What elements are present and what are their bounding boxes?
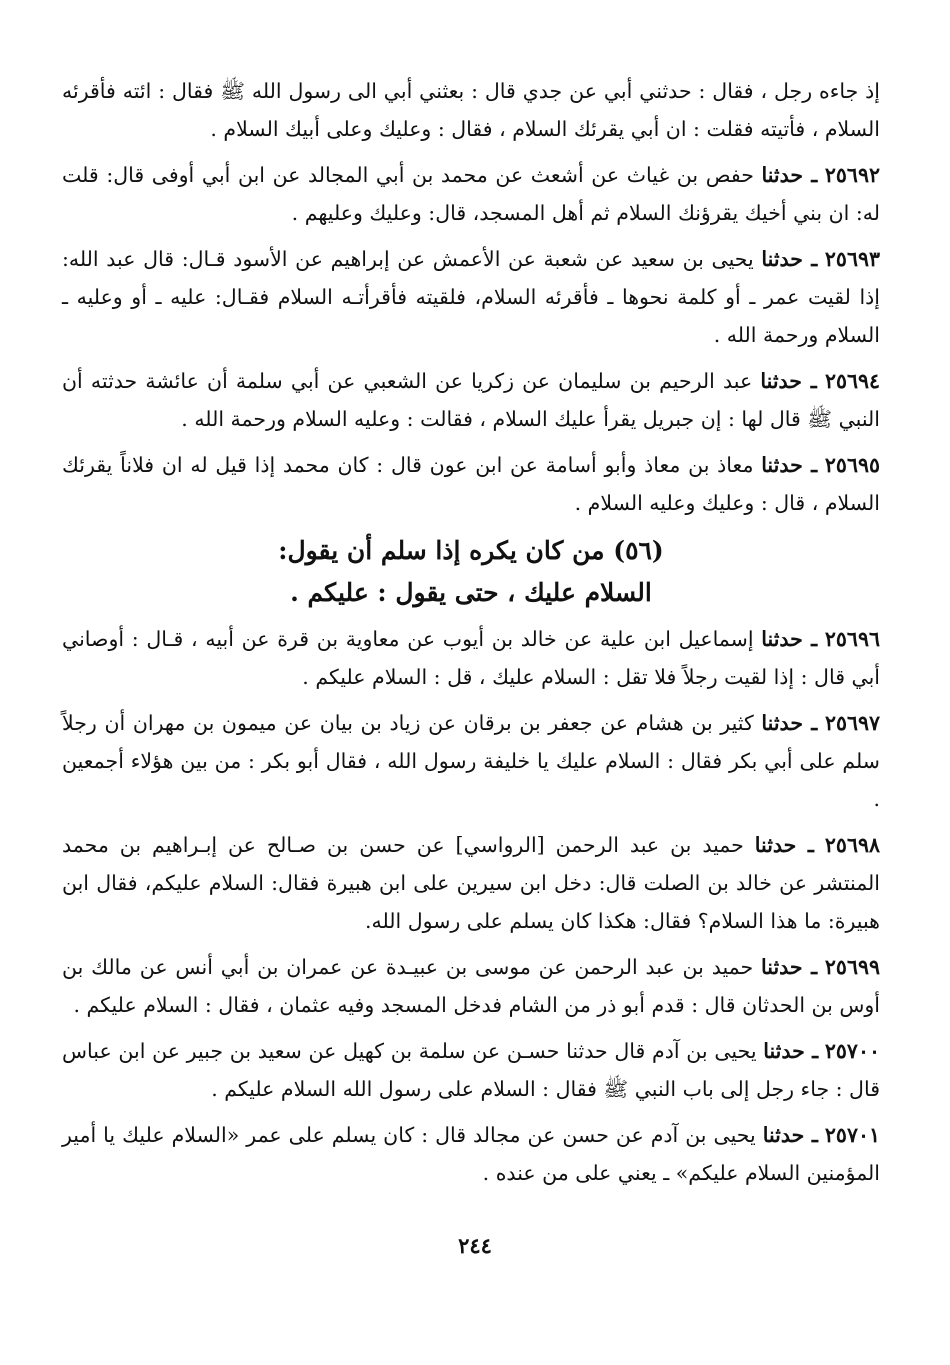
opening-text: إذ جاءه رجل ، فقال : حدثني أبي عن جدي قال : بعثني أبي الى رسول الله ﷺ فقال : ائته فأقرئه السلام ، فأتيته فقلت : ان أبي يقرئك السلام ، فقال : وعليك وعلى أبيك السلام . [62, 79, 880, 141]
chapter-heading [62, 530, 880, 614]
hadith-25698 [62, 826, 880, 940]
hadith-number: ٢٥٦٩٤ [824, 369, 880, 393]
hadith-lead: حدثنا [761, 955, 803, 979]
hadith-text: يحيى بن سعيد عن شعبة عن الأعمش عن إبراهيم عن الأسود قـال: قال عبد الله: إذا لقيت عمر ـ أو كلمة نحوها ـ فأقرئه السلام، فلقيته فأقرأتـه السلام فقـال: عليه ـ أو وعليه ـ السلام ورحمة الله . [62, 247, 880, 347]
hadith-dash: ـ [804, 1039, 819, 1063]
hadith-dash: ـ [796, 833, 814, 857]
hadith-25701 [62, 1116, 880, 1192]
hadith-text: إسماعيل ابن علية عن خالد بن أيوب عن معاوية بن قرة عن أبيه ، قـال : أوصاني أبي قال : إذا لقيت رجلاً فلا تقل : السلام عليك ، قل : السلام عليكم . [62, 627, 880, 689]
hadith-lead: حدثنا [762, 1123, 805, 1147]
hadith-25695 [62, 446, 880, 522]
hadith-number: ٢٥٦٩٧ [824, 711, 880, 735]
hadith-dash: ـ [802, 955, 818, 979]
hadith-25692 [62, 156, 880, 232]
hadith-number: ٢٥٦٩٢ [824, 163, 880, 187]
hadith-dash: ـ [801, 369, 817, 393]
hadith-number: ٢٥٧٠١ [824, 1123, 880, 1147]
book-page [62, 72, 880, 1200]
hadith-text: حميد بن عبد الرحمن عن موسى بن عبيـدة عن عمران بن أبي أنس عن مالك بن أوس بن الحدثان قال : قدم أبو ذر من الشام فدخل المسجد وفيه عثمان ، فقال : السلام عليكم . [62, 955, 880, 1017]
hadith-25693 [62, 240, 880, 354]
hadith-lead: حدثنا [761, 627, 803, 651]
hadith-dash: ـ [802, 247, 818, 271]
hadith-text: حفص بن غياث عن أشعث عن محمد بن أبي المجالد عن ابن أبي أوفى قال: قلت له: ان بني أخيك يقرؤنك السلام ثم أهل المسجد، قال: وعليك وعليهم . [62, 163, 880, 225]
hadith-text: يحيى بن آدم عن حسن عن مجالد قال : كان يسلم على عمر «السلام عليك يا أمير المؤمنين السلام عليكم» ـ يعني على من عنده . [62, 1123, 880, 1185]
hadith-lead: حدثنا [761, 453, 803, 477]
hadith-25700 [62, 1032, 880, 1108]
hadith-25696 [62, 620, 880, 696]
hadith-25699 [62, 948, 880, 1024]
hadith-25694 [62, 362, 880, 438]
hadith-text: حميد بن عبد الرحمن [الرواسي] عن حسن بن صـالح عن إبـراهيم بن محمد المنتشر عن خالد بن الصلت قال: دخل ابن سيرين على ابن هبيرة فقال: السلام عليكم، فقال ابن هبيرة: ما هذا السلام؟ فقال: هكذا كان يسلم على رسول الله. [62, 833, 880, 933]
hadith-number: ٢٥٦٩٥ [824, 453, 880, 477]
hadith-number: ٢٥٦٩٦ [824, 627, 880, 651]
hadith-dash: ـ [803, 711, 818, 735]
hadith-text: عبد الرحيم بن سليمان عن زكريا عن الشعبي عن أبي سلمة أن عائشة حدثته أن النبي ﷺ قال لها : إن جبريل يقرأ عليك السلام ، فقالت : وعليه السلام ورحمة الله . [62, 369, 880, 431]
hadith-text: يحيى بن آدم قال حدثنا حسـن عن سلمة بن كهيل عن سعيد بن جبير عن ابن عباس قال : جاء رجل إلى باب النبي ﷺ فقال : السلام على رسول الله السلام عليكم . [62, 1039, 880, 1101]
hadith-dash: ـ [804, 1123, 818, 1147]
hadith-dash: ـ [803, 163, 818, 187]
page-number: ٢٤٤ [458, 1233, 492, 1258]
hadith-lead: حدثنا [761, 711, 803, 735]
hadith-dash: ـ [802, 627, 818, 651]
hadith-number: ٢٥٦٩٣ [824, 247, 880, 271]
hadith-lead: حدثنا [761, 163, 804, 187]
opening-paragraph [62, 72, 880, 148]
hadith-lead: حدثنا [763, 1039, 805, 1063]
hadith-text: كثير بن هشام عن جعفر بن برقان عن زياد بن بيان عن ميمون بن مهران أن رجلاً سلم على أبي بكر فقال : السلام عليك يا خليفة رسول الله ، فقال أبو بكر : من بين هؤلاء أجمعين . [62, 711, 880, 811]
chapter-title-line-2: السلام عليك ، حتى يقول : عليكم . [290, 578, 652, 607]
hadith-lead: حدثنا [754, 833, 797, 857]
hadith-dash: ـ [802, 453, 818, 477]
hadith-number: ٢٥٧٠٠ [824, 1039, 880, 1063]
hadith-lead: حدثنا [761, 247, 803, 271]
hadith-25697 [62, 704, 880, 818]
chapter-title-line-1: (٥٦) من كان يكره إذا سلم أن يقول: [278, 536, 664, 565]
hadith-lead: حدثنا [760, 369, 802, 393]
hadith-text: معاذ بن معاذ وأبو أسامة عن ابن عون قال : كان محمد إذا قيل له ان فلاناً يقرئك السلام ، قال : وعليك وعليه السلام . [62, 453, 880, 515]
hadith-number: ٢٥٦٩٨ [824, 833, 880, 857]
hadith-number: ٢٥٦٩٩ [824, 955, 880, 979]
